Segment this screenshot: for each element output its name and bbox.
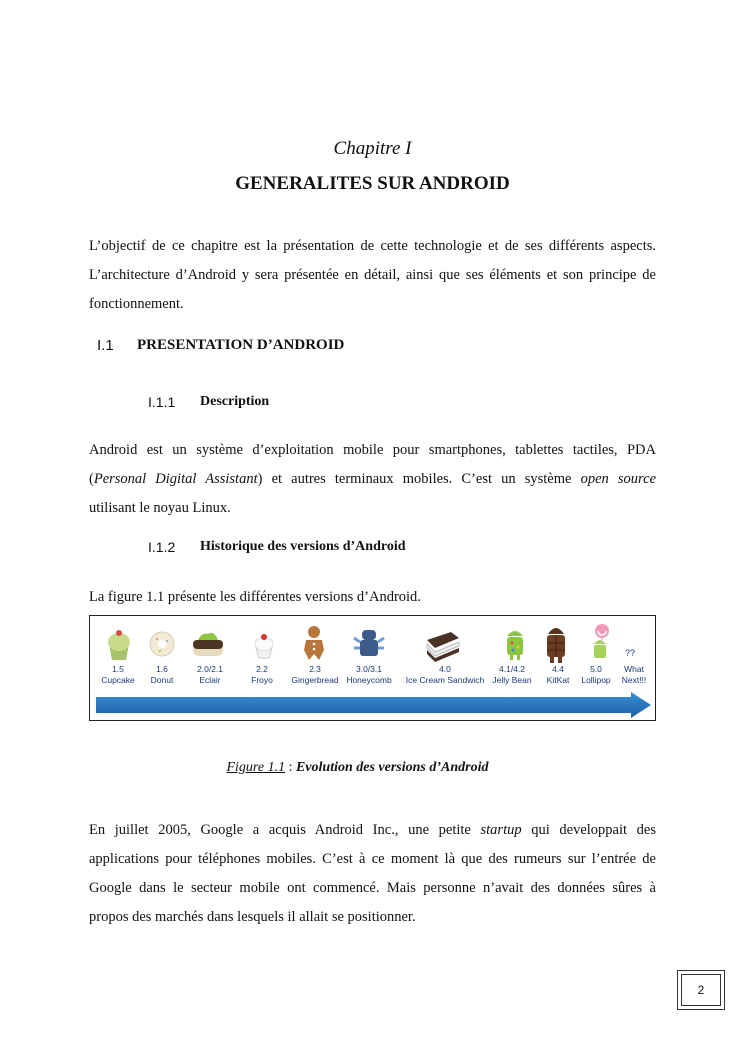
version-label: 5.0 Lollipop xyxy=(581,664,611,685)
history-line: Google dans le secteur mobile ont commencé. Mais personne n’avait des données sûres à xyxy=(89,880,656,896)
section-number: I.1 xyxy=(97,337,114,354)
subsection-title: Description xyxy=(200,394,270,409)
version-label: 2.2 Froyo xyxy=(251,664,273,685)
ice-cream-sandwich-icon xyxy=(423,622,463,662)
timeline-arrow xyxy=(96,692,652,718)
description-line: utilisant le noyau Linux. xyxy=(89,500,231,516)
intro-line: L’objectif de ce chapitre est la présentation de cette technologie et de ses différents aspects. xyxy=(89,238,656,254)
intro-line: fonctionnement. xyxy=(89,296,184,312)
page-number: 2 xyxy=(681,974,721,1006)
jelly-bean-icon xyxy=(500,622,530,662)
description-line: Android est un système d’exploitation mobile pour smartphones, tablettes tactiles, PDA xyxy=(89,442,656,458)
version-label: 1.6 Donut xyxy=(150,664,174,685)
donut-icon xyxy=(147,622,177,662)
version-label: 4.4 KitKat xyxy=(546,664,570,685)
figure-caption: Figure 1.1 : Evolution des versions d’Android xyxy=(226,760,489,775)
version-label: 2.0/2.1 Eclair xyxy=(197,664,223,685)
cupcake-icon xyxy=(104,622,134,662)
description-paragraph xyxy=(89,436,656,523)
version-label: 1.5 Cupcake xyxy=(101,664,135,685)
froyo-icon xyxy=(250,622,278,662)
intro-line: L’architecture d’Android y sera présentée en détail, ainsi que ses éléments et son principe de xyxy=(89,267,656,283)
description-line: (Personal Digital Assistant) et autres terminaux mobiles. C’est un système open source xyxy=(89,471,657,487)
figure-intro: La figure 1.1 présente les différentes versions d’Android. xyxy=(89,589,421,605)
question-icon: ?? xyxy=(625,648,636,658)
history-line: En juillet 2005, Google a acquis Android Inc., une petite startup qui developpait des xyxy=(89,822,656,838)
italic-term: startup xyxy=(480,822,522,838)
figure-label: Figure 1.1 xyxy=(226,760,286,775)
chapter-title: GENERALITES SUR ANDROID xyxy=(235,173,510,194)
version-label: 2.3 Gingerbread xyxy=(291,664,339,685)
honeycomb-icon xyxy=(353,622,385,662)
android-versions-figure xyxy=(89,615,656,721)
chapter-label: Chapitre I xyxy=(333,138,412,159)
subsection-number: I.1.1 xyxy=(148,394,176,410)
version-label: 4.0 Ice Cream Sandwich xyxy=(405,664,485,685)
version-label: 4.1/4.2 Jelly Bean xyxy=(492,664,532,685)
history-line: applications pour téléphones mobiles. C’est à ce moment là que des rumeurs sur l’entrée de xyxy=(89,851,656,867)
subsection-title: Historique des versions d’Android xyxy=(200,539,406,554)
gingerbread-icon xyxy=(300,622,328,662)
intro-paragraph xyxy=(89,232,656,319)
kitkat-icon xyxy=(542,622,570,664)
eclair-icon xyxy=(190,622,226,662)
page-number-box xyxy=(677,970,725,1010)
history-paragraph xyxy=(89,816,656,932)
subsection-number: I.1.2 xyxy=(148,539,176,555)
italic-term: open source xyxy=(580,471,657,487)
version-label: 3.0/3.1 Honeycomb xyxy=(346,664,392,685)
section-title: PRESENTATION D’ANDROID xyxy=(137,337,345,353)
caption-text: Evolution des versions d’Android xyxy=(295,760,489,775)
lollipop-icon xyxy=(586,622,614,664)
version-label: What Next!!! xyxy=(621,664,647,685)
italic-term: Personal Digital Assistant xyxy=(93,471,258,487)
history-line: propos des marchés dans lesquels il allait se positionner. xyxy=(89,909,416,925)
